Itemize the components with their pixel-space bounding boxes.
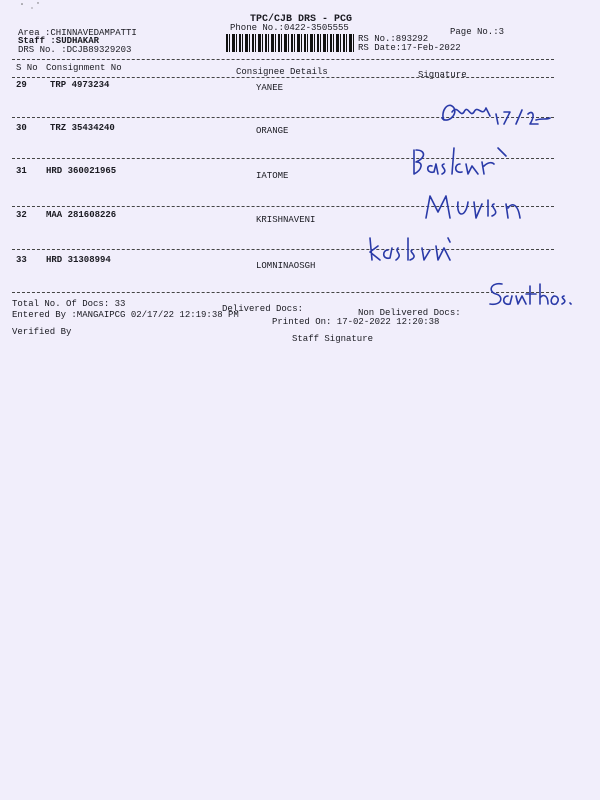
phone-number: Phone No.:0422-3505555 <box>230 23 349 33</box>
scan-specks <box>18 0 58 18</box>
row-consignment: HRD 360021965 <box>46 166 117 176</box>
row-rule <box>12 292 554 293</box>
row-consignment: TRP 4973234 <box>50 80 110 90</box>
row-consignment: TRZ 35434240 <box>50 123 115 133</box>
column-sno: S No <box>16 63 38 73</box>
signature-row-33 <box>364 232 464 266</box>
verified-by: Verified By <box>12 327 72 337</box>
row-sno: 32 <box>16 210 27 220</box>
staff-signature-label: Staff Signature <box>292 334 374 344</box>
row-consignee: YANEE <box>256 83 284 93</box>
area-label: Area :CHINNAVEDAMPATTI <box>18 28 137 38</box>
printed-on: Printed On: 17-02-2022 12:20:38 <box>272 317 440 327</box>
header-bottom-rule <box>12 77 554 78</box>
row-rule <box>12 249 554 250</box>
column-consignee: Consignee Details <box>236 67 328 77</box>
page-number: Page No.:3 <box>450 27 505 37</box>
row-consignee: LOMNINAOSGH <box>256 261 316 271</box>
rs-date: RS Date:17-Feb-2022 <box>358 43 461 53</box>
drs-number: DRS No. :DCJB89329203 <box>18 45 132 55</box>
signature-staff <box>484 276 576 310</box>
rs-number: RS No.:893292 <box>358 34 429 44</box>
row-consignee: ORANGE <box>256 126 289 136</box>
row-consignee: KRISHNAVENI <box>256 215 316 225</box>
total-docs: Total No. Of Docs: 33 <box>12 299 126 309</box>
staff-label: Staff :SUDHAKAR <box>18 36 100 46</box>
column-consignment: Consignment No <box>46 63 122 73</box>
column-signature: Signature <box>418 70 467 80</box>
signature-row-31 <box>408 144 518 180</box>
row-consignee: IATOME <box>256 171 289 181</box>
document-title: TPC/CJB DRS - PCG <box>250 14 353 25</box>
row-consignment: HRD 31308994 <box>46 255 111 265</box>
row-consignment: MAA 281608226 <box>46 210 117 220</box>
row-sno: 29 <box>16 80 27 90</box>
row-sno: 33 <box>16 255 27 265</box>
signature-row-32 <box>420 190 530 224</box>
delivered-docs: Delivered Docs: <box>222 304 304 314</box>
header-top-rule <box>12 59 554 60</box>
non-delivered-docs: Non Delivered Docs: <box>358 308 461 318</box>
barcode <box>226 34 354 52</box>
row-sno: 31 <box>16 166 27 176</box>
entered-by: Entered By :MANGAIPCG 02/17/22 12:19:38 PM <box>12 310 239 320</box>
row-sno: 30 <box>16 123 27 133</box>
signature-row-29 <box>438 90 558 130</box>
